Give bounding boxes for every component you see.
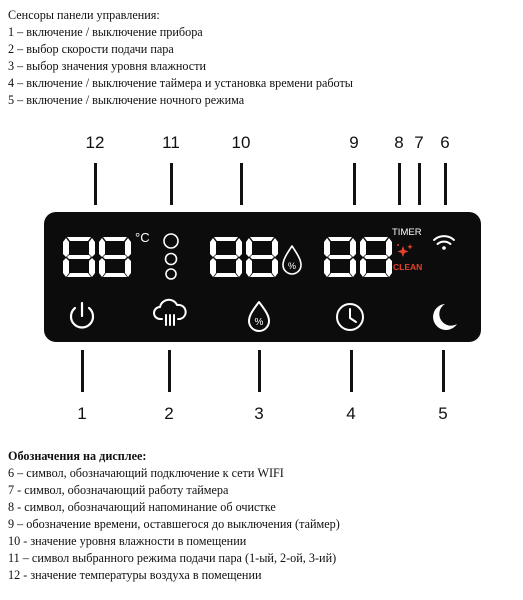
label-2: 2 xyxy=(164,404,174,423)
leader-line-3 xyxy=(258,350,261,392)
label-1: 1 xyxy=(77,404,87,423)
legend-line-9: 9 – обозначение времени, оставшегося до выключения (таймер) xyxy=(8,517,340,531)
wifi-icon xyxy=(434,236,454,250)
temperature-digits xyxy=(63,237,131,277)
svg-text:%: % xyxy=(287,261,297,271)
sensor-line-3: 3 – выбор значения уровня влажности xyxy=(8,59,207,73)
legend-line-12: 12 - значение температуры воздуха в помещении xyxy=(8,568,262,582)
humidity-drop-icon[interactable] xyxy=(249,302,269,331)
legend-line-8: 8 - символ, обозначающий напоминание об очистке xyxy=(8,500,276,514)
sensor-line-5: 5 – включение / выключение ночного режима xyxy=(8,93,245,107)
label-12: 12 xyxy=(85,133,105,152)
steam-cloud-icon[interactable] xyxy=(154,300,186,325)
steam-level-circles-icon xyxy=(164,234,178,279)
leader-line-2 xyxy=(168,350,171,392)
sensor-line-1: 1 – включение / выключение прибора xyxy=(8,25,203,39)
timer-label: TIMER xyxy=(392,227,422,238)
clean-sparkle-icon xyxy=(397,244,413,257)
label-5: 5 xyxy=(438,404,448,423)
label-6: 6 xyxy=(440,133,450,152)
legend-line-6: 6 – символ, обозначающий подключение к сети WIFI xyxy=(8,466,284,480)
leader-line-1 xyxy=(81,350,84,392)
clean-label: CLEAN xyxy=(393,262,423,272)
label-11: 11 xyxy=(162,133,180,152)
power-icon[interactable] xyxy=(71,303,93,327)
label-3: 3 xyxy=(254,404,264,423)
legend-line-7: 7 - символ, обозначающий работу таймера xyxy=(8,483,229,497)
label-9: 9 xyxy=(349,133,359,152)
celsius-unit: °C xyxy=(135,230,150,245)
legend-line-10: 10 - значение уровня влажности в помещении xyxy=(8,534,247,548)
humidity-digits xyxy=(210,237,278,277)
timer-digits xyxy=(324,237,392,277)
display-legend-title: Обозначения на дисплее: xyxy=(8,449,147,463)
legend-line-11: 11 – символ выбранного режима подачи пара (1-ый, 2-ой, 3-ий) xyxy=(8,551,337,565)
svg-text:%: % xyxy=(254,317,264,328)
sensor-line-4: 4 – включение / выключение таймера и установка времени работы xyxy=(8,76,353,90)
moon-icon[interactable] xyxy=(433,304,457,330)
leader-line-5 xyxy=(442,350,445,392)
label-7: 7 xyxy=(414,133,424,152)
droplet-percent-icon xyxy=(283,246,301,274)
label-8: 8 xyxy=(394,133,404,152)
sensors-title: Сенсоры панели управления: xyxy=(8,8,160,22)
sensor-line-2: 2 – выбор скорости подачи пара xyxy=(8,42,174,56)
leader-line-4 xyxy=(350,350,353,392)
clock-icon[interactable] xyxy=(337,304,363,330)
label-10: 10 xyxy=(231,133,251,152)
label-4: 4 xyxy=(346,404,356,423)
